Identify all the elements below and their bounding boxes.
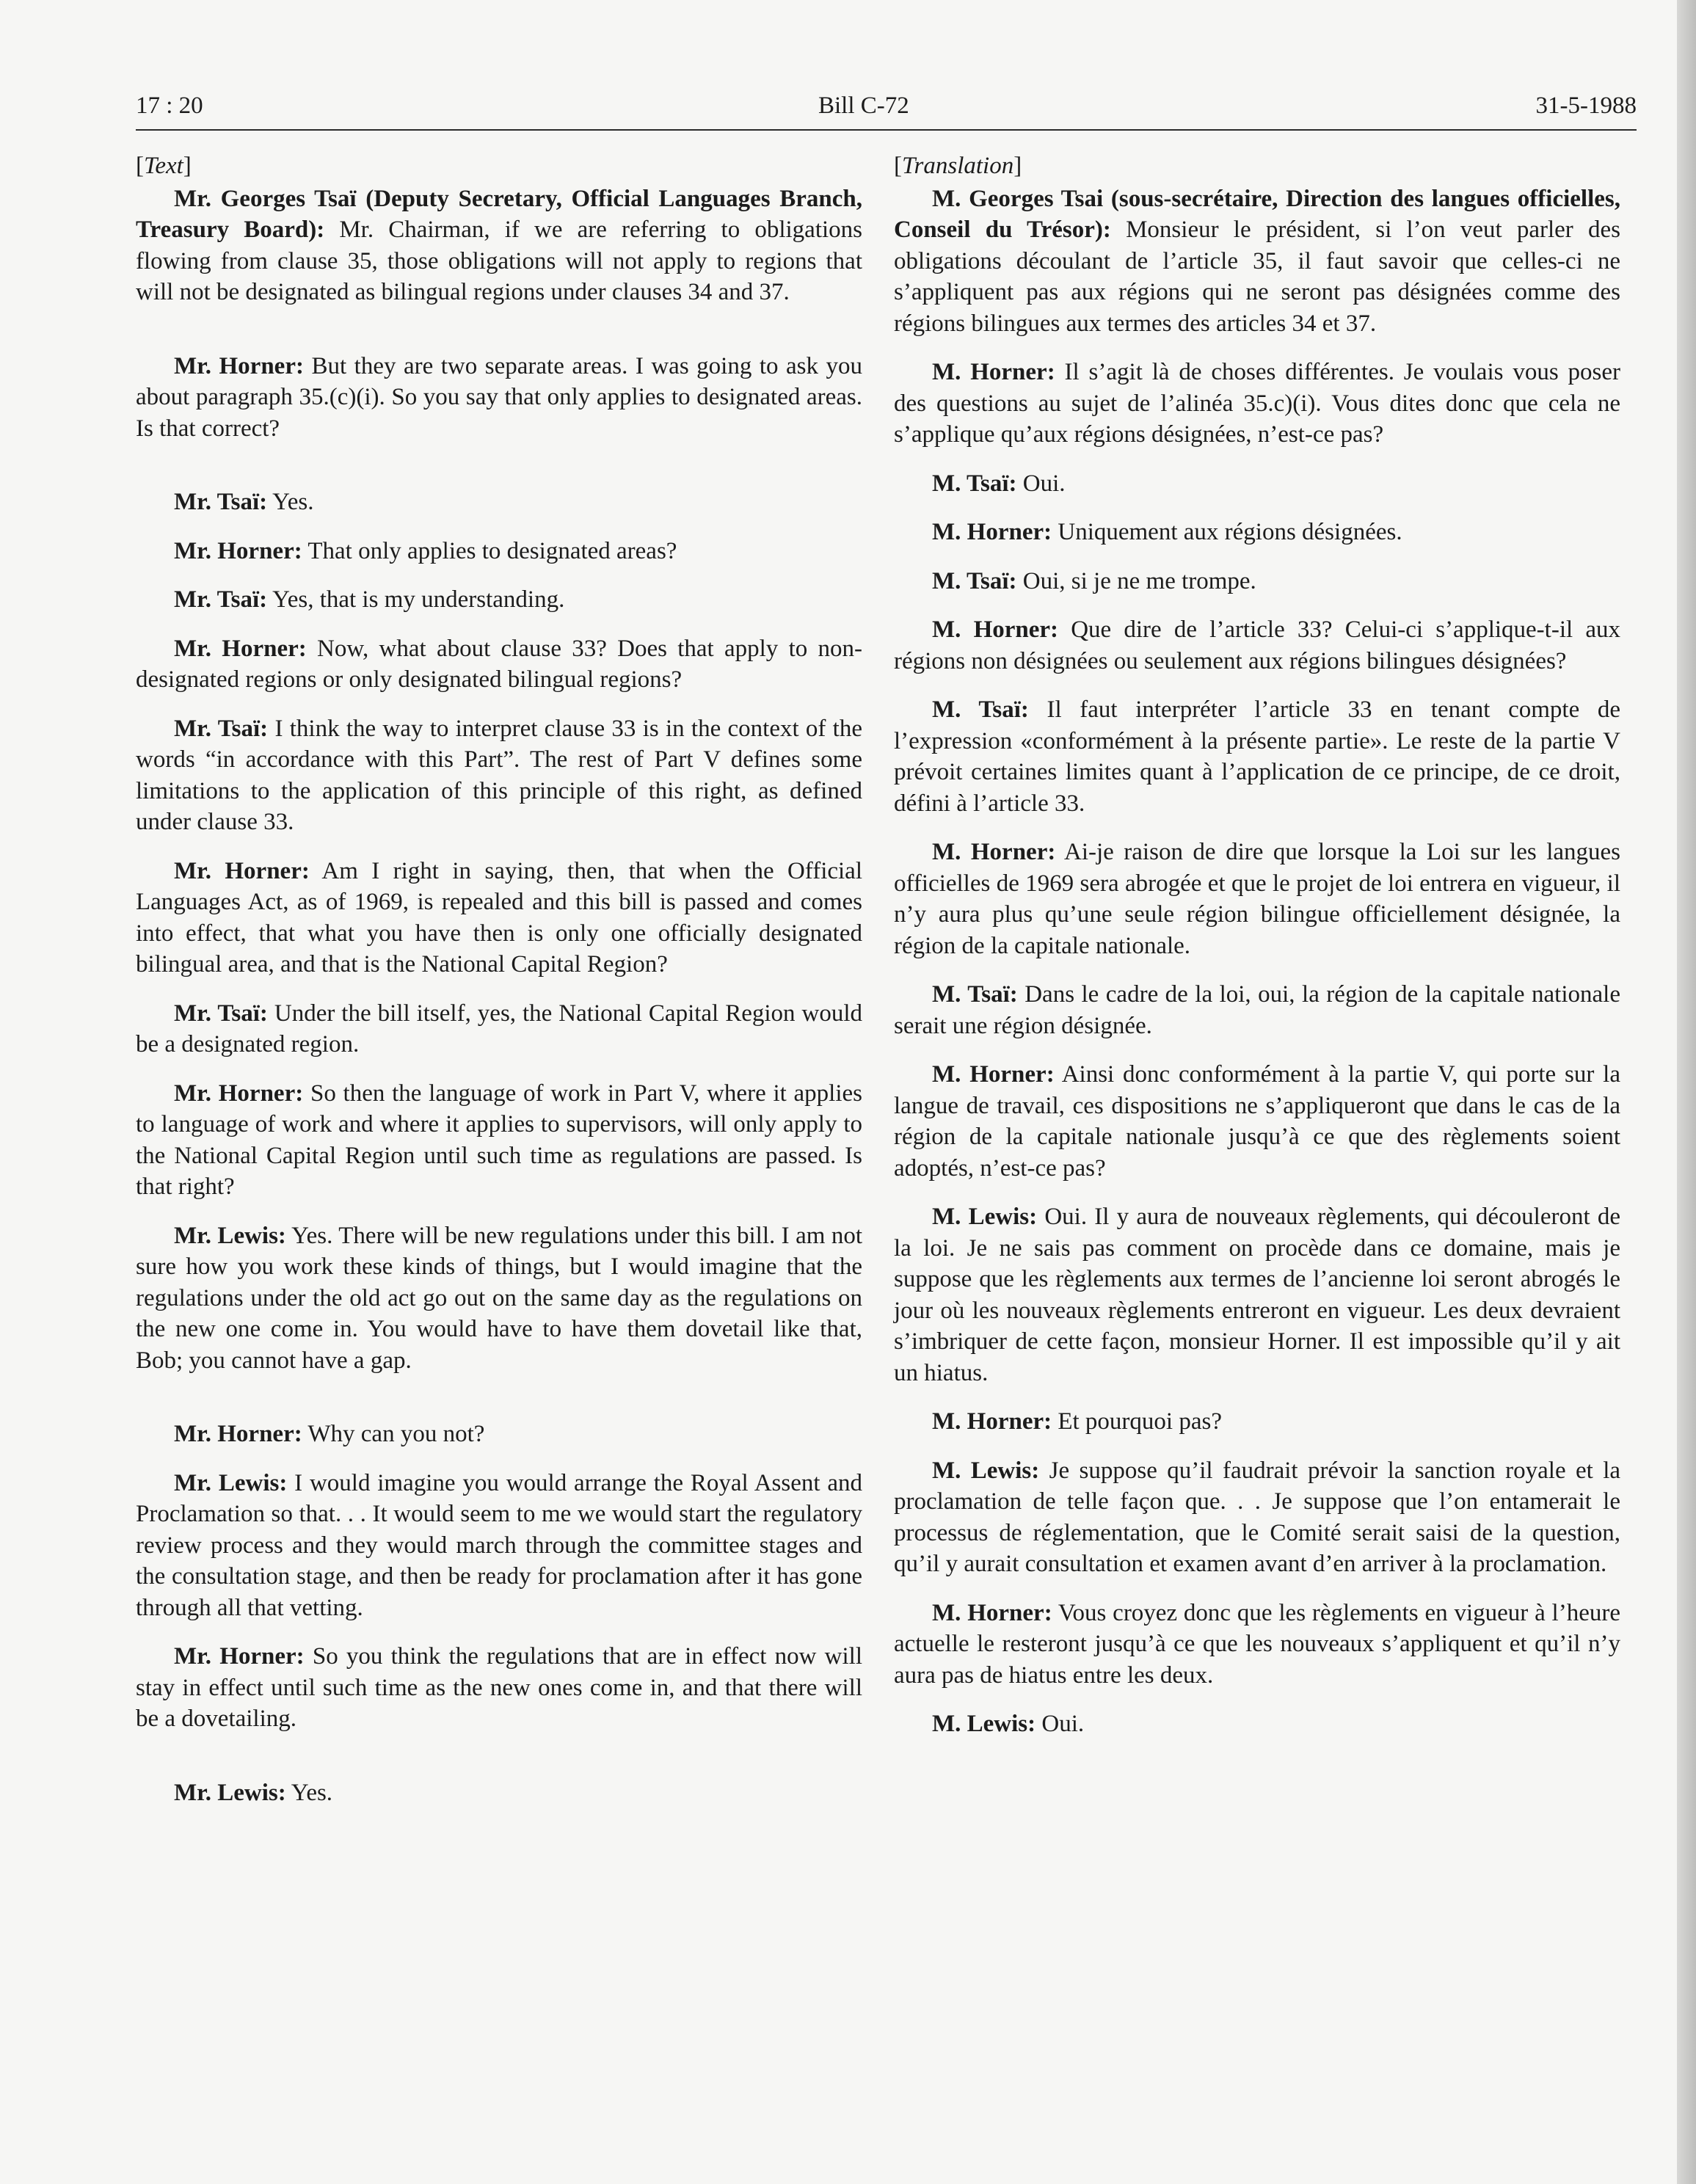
speaker-name: Mr. Horner: [174,1421,302,1447]
speech-text: Oui. [1016,470,1066,497]
transcript-paragraph [894,357,1620,451]
speaker-name: Mr. Horner: [174,352,304,379]
column-label: [Translation] [894,153,1022,179]
speech-text: That only applies to designated areas? [302,537,677,564]
speech-text: So you think the regulations that are in effect now will stay in effect until such time as the new ones come in, and that there will be a dovetailing. [136,1643,863,1732]
transcript-paragraph [136,1220,862,1377]
speech-text: But they are two separate areas. I was going to ask you about paragraph 35.(c)(i). So you say that only applies to designated areas. Is that correct? [136,352,862,442]
transcript-paragraph [894,979,1620,1041]
transcript-paragraph [894,183,1620,340]
transcript-paragraph [894,1455,1620,1580]
speaker-name: Mr. Georges Tsaï (Deputy Secretary, Official Languages Branch, Treasury Board): [136,185,862,243]
transcript-paragraph [136,351,862,445]
page-header [136,85,1637,131]
transcript-paragraph [136,487,862,518]
speech-text: So then the language of work in Part V, where it applies to language of work and where it applies to supervisors, will only apply to the National Capital Region until such time as regulations are passed. Is that right? [136,1080,863,1200]
speaker-name: M. Horner: [932,1599,1052,1626]
speech-text: Yes, that is my understanding. [267,586,565,613]
speaker-name: Mr. Horner: [174,537,302,564]
speech-text: Il faut interpréter l’article 33 en tenant compte de l’expression «conformément à la présente partie». Le reste de la partie V prévoit certaines limites quant à l’application de ce principe, de ce droit, défini à l’article 33. [894,696,1620,817]
column-label-text: Translation [902,153,1014,179]
speech-text: Je suppose qu’il faudrait prévoir la sanction royale et la proclamation de telle façon que. . . Je suppose que l’on entamerait le processus de réglementation, que le Comité serait saisi de la question, qu’il y aurait consultation et examen avant d’en arriver à la proclamation. [894,1457,1621,1577]
bill-title: Bill C-72 [818,92,909,119]
speech-text: Yes. There will be new regulations under this bill. I am not sure how you work these kinds of things, but I would imagine that the regulations under the old act go out on the same day as the regulations on the new one come in. You would have to have them dovetail like that, Bob; you cannot have a gap. [136,1222,862,1374]
speaker-name: M. Tsaï: [932,470,1017,497]
speaker-name: Mr. Lewis: [174,1469,288,1496]
speech-text: Il s’agit là de choses différentes. Je voulais vous poser des questions au sujet de l’alinéa 35.c)(i). Vous dites donc que cela ne s’applique qu’aux régions désignées, n’est-ce pas? [894,359,1620,448]
speaker-name: M. Horner: [932,519,1052,545]
speaker-name: M. Tsaï: [932,567,1017,594]
speaker-name: M. Horner: [932,359,1055,385]
speech-text: I think the way to interpret clause 33 is in the context of the words “in accordance with this Part”. The rest of Part V defines some limitations to the application of this principle of this right, as defined under clause 33. [136,715,863,835]
speech-text: Mr. Chairman, if we are referring to obligations flowing from clause 35, those obligations will not apply to regions that will not be designated as bilingual regions under clauses 34 and 37. [136,216,863,305]
transcript-paragraph [136,584,862,616]
speaker-name: Mr. Horner: [174,857,310,884]
speaker-name: Mr. Tsaï: [174,489,268,515]
speech-text: Under the bill itself, yes, the National Capital Region would be a designated region. [136,1000,862,1058]
transcript-paragraph [136,1777,862,1809]
speaker-name: Mr. Horner: [174,1643,305,1670]
transcript-paragraph [136,1078,862,1203]
speaker-name: M. Tsaï: [932,696,1029,723]
transcript-paragraph [894,517,1620,548]
page-edge-shadow [1677,0,1696,2184]
speech-text: Yes. [285,1779,333,1806]
speech-text: Vous croyez donc que les règlements en vigueur à l’heure actuelle le resteront jusqu’à ce que les nouveaux s’appliquent et qu’il n’y aura pas de hiatus entre les deux. [894,1599,1620,1689]
speech-text: Dans le cadre de la loi, oui, la région de la capitale nationale serait une région désignée. [894,981,1620,1039]
page-number: 17 : 20 [136,92,203,119]
transcript-paragraph [894,1201,1620,1388]
column-label: [Text] [136,153,192,179]
speaker-name: Mr. Tsaï: [174,715,269,742]
speech-text: Ai-je raison de dire que lorsque la Loi sur les langues officielles de 1969 sera abrogée et que le projet de loi entrera en vigueur, il n’y aura plus qu’une seule région bilingue officiellement désignée, la région de la capitale nationale. [894,839,1620,959]
french-column [894,150,1620,1758]
transcript-paragraph [894,566,1620,597]
speaker-name: Mr. Lewis: [174,1222,286,1249]
transcript-paragraph [136,713,862,838]
speech-text: Now, what about clause 33? Does that apply to non-designated regions or only designated bilingual regions? [136,635,862,693]
transcript-paragraph [894,1059,1620,1184]
transcript-paragraph [136,1419,862,1450]
speaker-name: M. Horner: [932,616,1059,643]
speech-text: I would imagine you would arrange the Royal Assent and Proclamation so that. . . It would seem to me we would start the regulatory review process and they would march through the committee stages and the consultation stage, and then be ready for proclamation after it has gone through all that vetting. [136,1469,862,1621]
speech-text: Que dire de l’article 33? Celui-ci s’applique-t-il aux régions non désignées ou seulement aux régions bilingues désignées? [894,616,1620,674]
speaker-name: Mr. Tsaï: [174,586,268,613]
transcript-paragraph [894,468,1620,500]
speaker-name: Mr. Horner: [174,1080,304,1107]
speech-text: Ainsi donc conformément à la partie V, qui porte sur la langue de travail, ces dispositions ne s’appliqueront que dans le cas de la région de la capitale nationale jusqu’à ce que des règlements soient adoptés, n’est-ce pas? [894,1061,1620,1182]
transcript-paragraph [894,694,1620,819]
speech-text: Et pourquoi pas? [1052,1408,1222,1435]
transcript-paragraph [894,614,1620,677]
english-column [136,150,862,1826]
transcript-paragraph [136,633,862,696]
speaker-name: M. Horner: [932,1061,1055,1088]
transcript-paragraph [136,1641,862,1735]
transcript-paragraph [136,998,862,1060]
transcript-paragraph [894,1406,1620,1438]
speaker-name: M. Georges Tsai (sous-secrétaire, Direction des langues officielles, Conseil du Trésor): [894,185,1620,243]
transcript-paragraph [136,183,862,308]
speaker-name: Mr. Horner: [174,635,307,662]
speech-text: Why can you not? [302,1421,485,1447]
speaker-name: M. Lewis: [932,1457,1040,1484]
speaker-name: M. Horner: [932,839,1056,865]
page-date: 31-5-1988 [1535,92,1637,119]
transcript-paragraph [136,536,862,567]
speaker-name: M. Tsaï: [932,981,1018,1008]
speech-text: Uniquement aux régions désignées. [1052,519,1402,545]
speech-text: Yes. [267,489,314,515]
transcript-paragraph [136,1468,862,1624]
transcript-paragraph [894,1598,1620,1692]
column-label-text: Text [144,153,183,179]
speaker-name: Mr. Lewis: [174,1779,286,1806]
speech-text: Am I right in saying, then, that when the Official Languages Act, as of 1969, is repealed and this bill is passed and comes into effect, that what you have then is only one officially designated bilingual area, and that is the National Capital Region? [136,857,862,978]
transcript-paragraph [136,856,862,980]
transcript-paragraph [894,1708,1620,1740]
speech-text: Oui, si je ne me trompe. [1016,567,1256,594]
speech-text: Monsieur le président, si l’on veut parler des obligations découlant de l’article 35, il faut savoir que celles-ci ne s’appliquent pas aux régions qui ne seront pas désignées comme des régions bilingues aux termes des articles 34 et 37. [894,216,1620,337]
transcript-paragraph [894,837,1620,961]
speaker-name: M. Lewis: [932,1204,1038,1230]
speaker-name: Mr. Tsaï: [174,1000,268,1027]
speaker-name: M. Lewis: [932,1711,1036,1737]
speech-text: Oui. [1036,1711,1085,1737]
speech-text: Oui. Il y aura de nouveaux règlements, qui découleront de la loi. Je ne sais pas comment on procède dans ce domaine, mais je suppose que les règlements aux termes de l’ancienne loi seront abrogés le jour où les nouveaux règlements entreront en vigueur. Les deux devraient s’imbriquer de cette façon, monsieur Horner. Il est impossible qu’il y ait un hiatus. [894,1204,1620,1386]
speaker-name: M. Horner: [932,1408,1052,1435]
